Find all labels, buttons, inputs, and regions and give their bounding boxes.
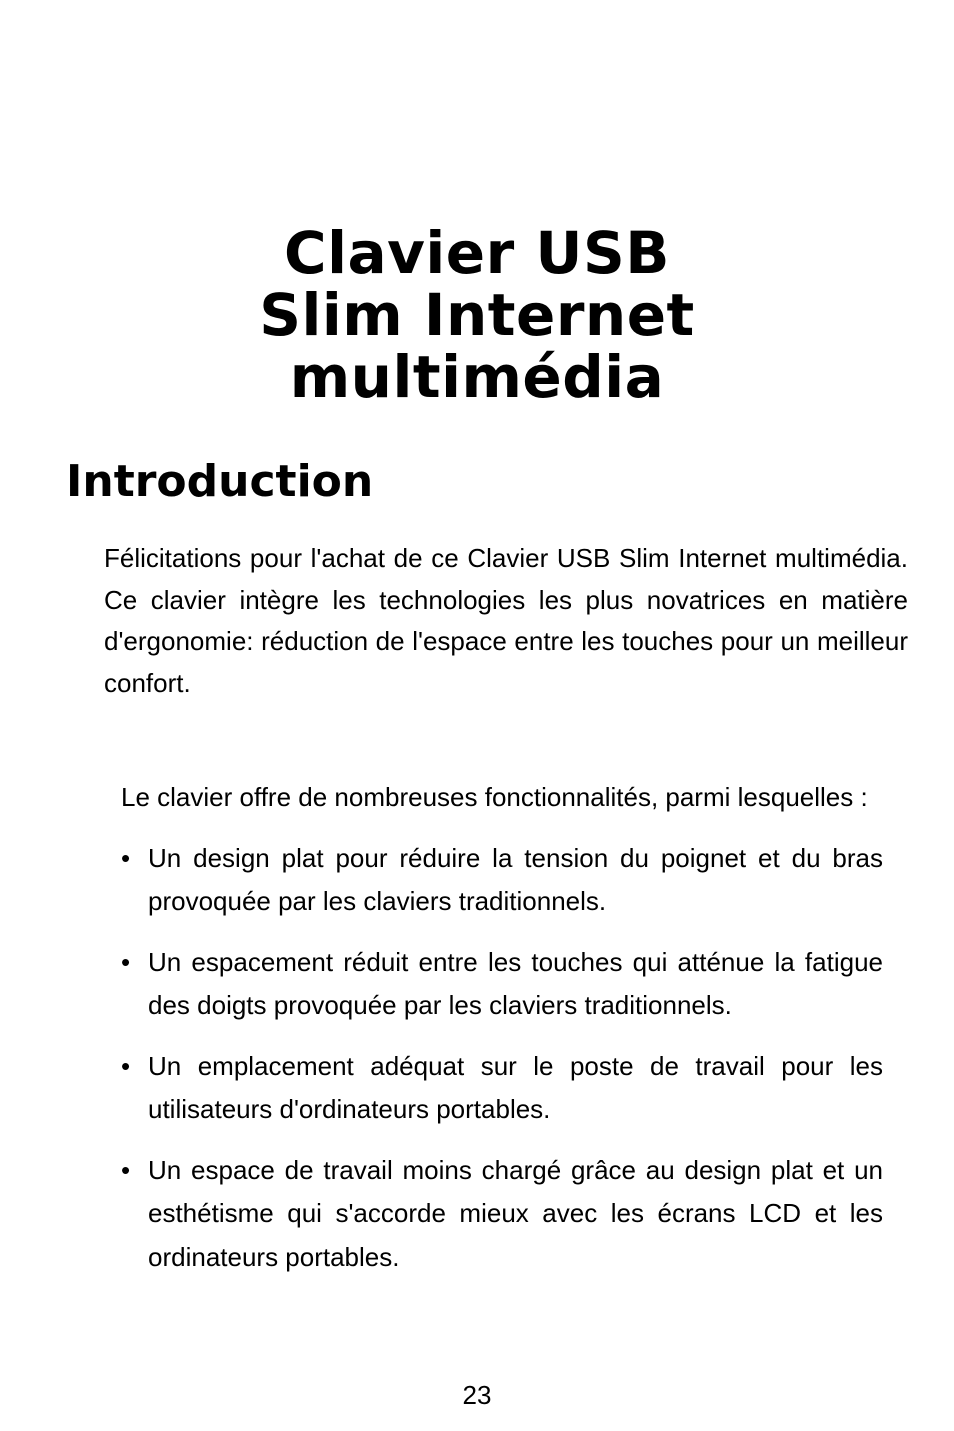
title-line-2: Slim Internet <box>259 281 695 349</box>
document-title <box>0 219 954 411</box>
feature-text: Un espace de travail moins chargé grâce au design plat et un esthétisme qui s'accorde mieux avec les écrans LCD et les ordinateurs portables. <box>148 1154 883 1272</box>
title-line-1: Clavier USB <box>284 219 670 287</box>
feature-text: Un espacement réduit entre les touches qui atténue la fatigue des doigts provoquée par les claviers traditionnels. <box>148 946 883 1020</box>
introduction-paragraph: Félicitations pour l'achat de ce Clavier USB Slim Internet multimédia. Ce clavier intègre les technologies les plus novatrices en matière d'ergonomie: réduction de l'espace entre les touches pour un meilleur confort. <box>104 543 908 698</box>
bullet-icon: • <box>121 1154 131 1185</box>
page-number: 23 <box>462 1380 492 1410</box>
section-heading-introduction: Introduction <box>66 456 374 507</box>
feature-text: Un design plat pour réduire la tension du poignet et du bras provoquée par les claviers traditionnels. <box>148 842 883 916</box>
bullet-icon: • <box>121 1050 131 1081</box>
bullet-icon: • <box>121 946 131 977</box>
bullet-icon: • <box>121 842 131 873</box>
feature-text: Un emplacement adéquat sur le poste de travail pour les utilisateurs d'ordinateurs portables. <box>148 1050 883 1124</box>
features-intro: Le clavier offre de nombreuses fonctionnalités, parmi lesquelles : <box>121 782 868 812</box>
title-line-3: multimédia <box>289 343 665 411</box>
feature-item <box>121 1149 883 1280</box>
feature-item <box>121 837 883 924</box>
feature-item <box>121 1045 883 1132</box>
feature-item <box>121 941 883 1028</box>
features-section <box>121 776 883 1296</box>
feature-list <box>121 837 883 1280</box>
